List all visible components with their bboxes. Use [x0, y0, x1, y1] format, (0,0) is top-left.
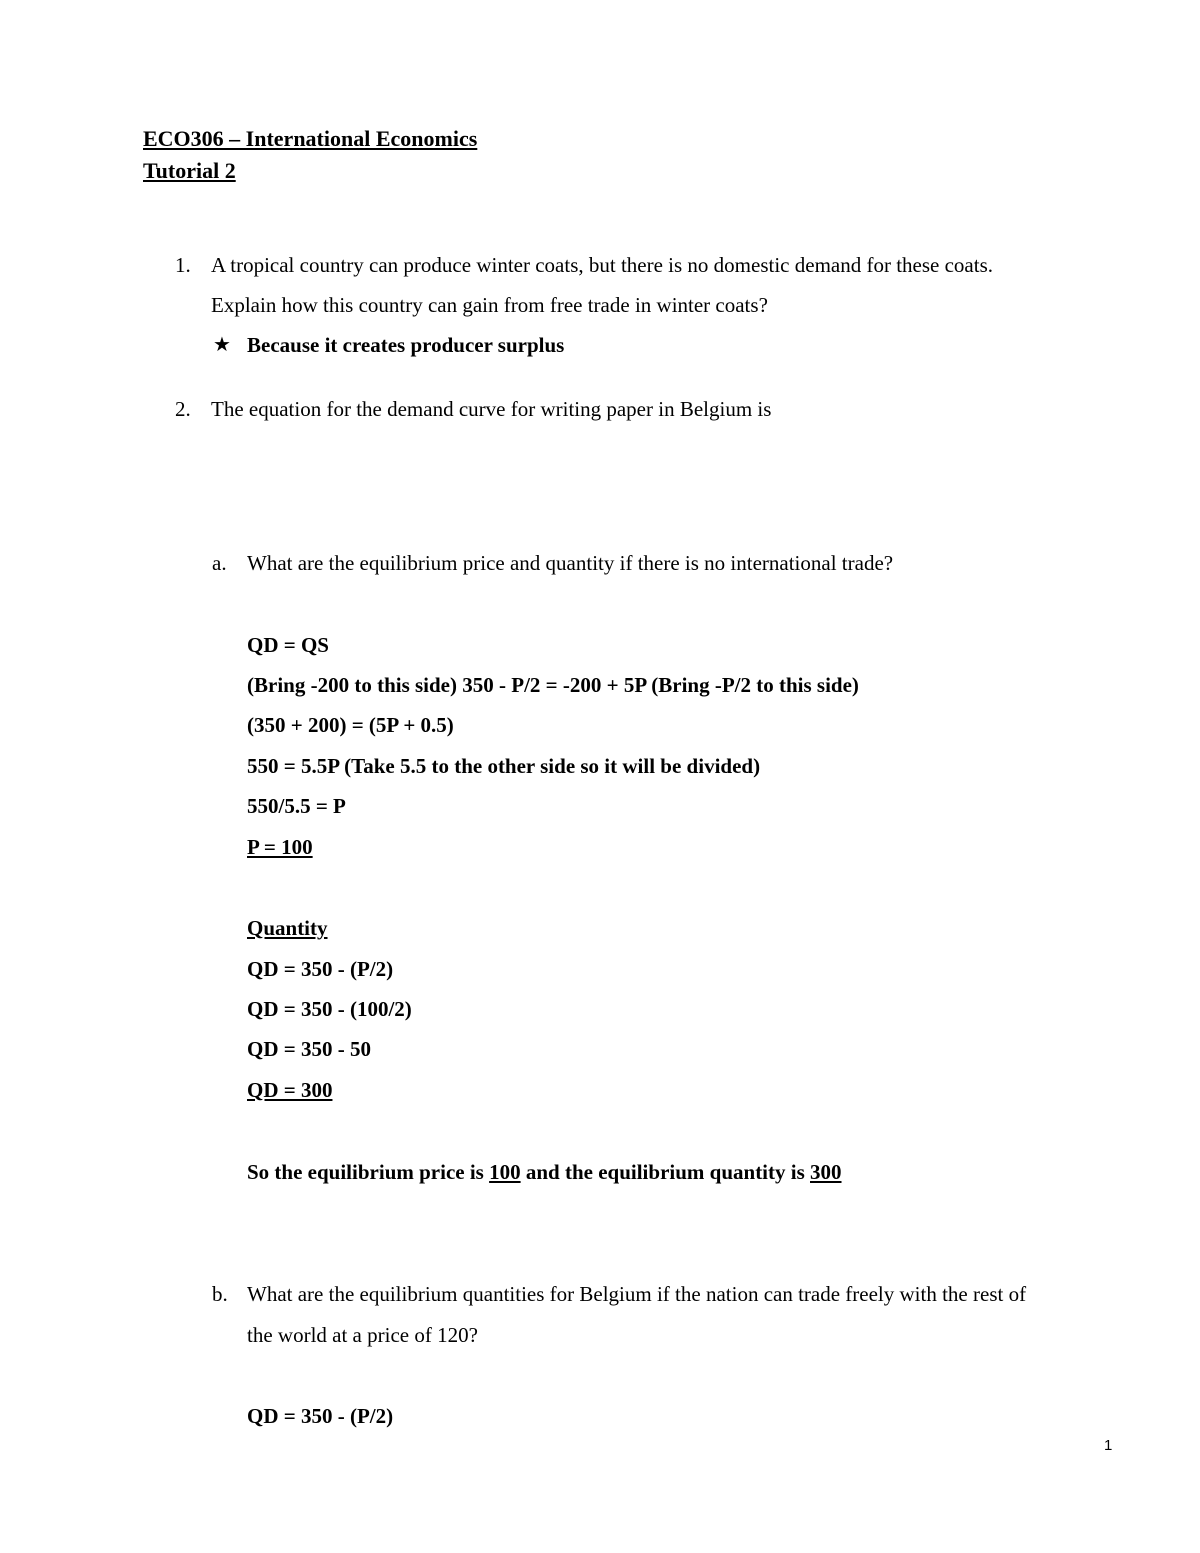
question-1-line-1: A tropical country can produce winter coats, but there is no domestic demand for these coats. [211, 253, 994, 277]
work-line-1: QD = QS [247, 633, 329, 657]
work-line-2: (Bring -200 to this side) 350 - P/2 = -200 + 5P (Bring -P/2 to this side) [247, 673, 859, 697]
document-subtitle: Tutorial 2 [143, 158, 236, 183]
work-line-4: 550 = 5.5P (Take 5.5 to the other side so it will be divided) [247, 754, 761, 778]
conclusion-text-2: and the equilibrium quantity is [520, 1160, 811, 1184]
page-number: 1 [1104, 1437, 1113, 1454]
quantity-line-1: QD = 350 - (P/2) [247, 957, 394, 981]
conclusion-quantity: 300 [810, 1160, 842, 1184]
question-1-line-2: Explain how this country can gain from free trade in winter coats? [211, 293, 768, 317]
document-title: ECO306 – International Economics [143, 126, 478, 151]
work-line-3: (350 + 200) = (5P + 0.5) [247, 713, 454, 737]
part-a-letter: a. [212, 551, 227, 575]
conclusion-text-1: So the equilibrium price is [247, 1160, 490, 1184]
star-icon: ★ [213, 334, 231, 356]
quantity-line-2: QD = 350 - (100/2) [247, 997, 412, 1021]
quantity-result: QD = 300 [247, 1078, 333, 1102]
question-1-number: 1. [175, 253, 191, 277]
part-b-work-line-1: QD = 350 - (P/2) [247, 1404, 394, 1428]
conclusion-price: 100 [489, 1160, 521, 1184]
question-1-answer: Because it creates producer surplus [247, 333, 565, 357]
quantity-heading: Quantity [247, 916, 328, 940]
price-result: P = 100 [247, 835, 313, 859]
question-2-number: 2. [175, 397, 191, 421]
part-b-question-line-2: the world at a price of 120? [247, 1323, 478, 1347]
part-a-conclusion [247, 1158, 842, 1186]
work-line-5: 550/5.5 = P [247, 794, 346, 818]
part-b-letter: b. [212, 1282, 228, 1306]
part-b-question-line-1: What are the equilibrium quantities for Belgium if the nation can trade freely with the rest of [247, 1282, 1027, 1306]
quantity-line-3: QD = 350 - 50 [247, 1037, 371, 1061]
question-2-text: The equation for the demand curve for writing paper in Belgium is [211, 397, 772, 421]
part-a-question: What are the equilibrium price and quantity if there is no international trade? [247, 551, 894, 575]
